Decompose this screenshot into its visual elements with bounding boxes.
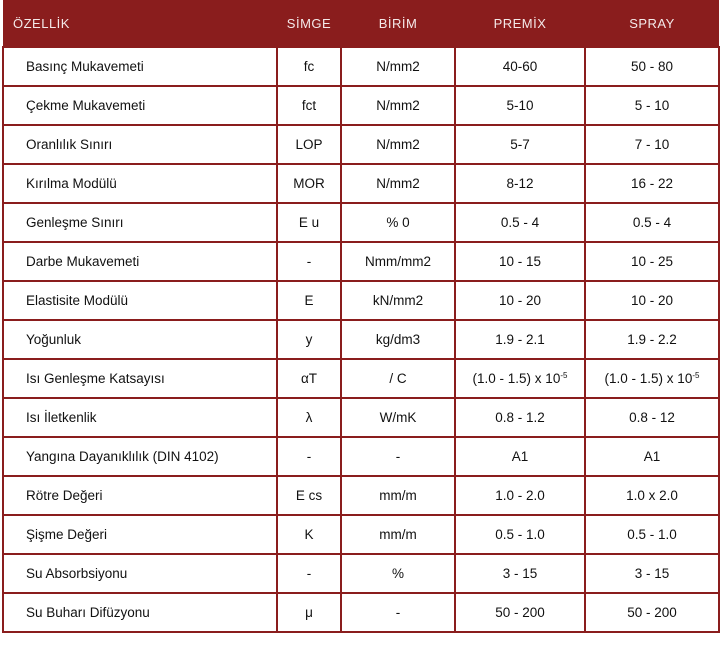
cell-spray (585, 47, 719, 86)
cell-birim-text: N/mm2 (376, 59, 420, 74)
cell-ozellik (3, 437, 277, 476)
table-row (3, 320, 719, 359)
cell-premix (455, 554, 585, 593)
cell-spray (585, 593, 719, 632)
cell-spray-exponent: -5 (692, 371, 700, 380)
cell-ozellik (3, 242, 277, 281)
table-row (3, 164, 719, 203)
cell-simge (277, 86, 341, 125)
cell-birim (341, 437, 455, 476)
cell-birim (341, 398, 455, 437)
cell-spray-text: 7 - 10 (634, 137, 670, 152)
cell-premix (455, 86, 585, 125)
cell-simge (277, 593, 341, 632)
cell-ozellik (3, 359, 277, 398)
cell-spray-text: 3 - 15 (634, 566, 670, 581)
cell-ozellik-text: Su Absorbsiyonu (26, 566, 128, 581)
cell-premix-text: 10 - 15 (498, 254, 542, 269)
cell-spray-text: 5 - 10 (634, 98, 670, 113)
cell-simge (277, 437, 341, 476)
cell-simge-text: y (305, 332, 313, 347)
table-header (3, 0, 719, 47)
cell-birim (341, 476, 455, 515)
table-row (3, 125, 719, 164)
cell-ozellik-text: Genleşme Sınırı (26, 215, 124, 230)
cell-ozellik (3, 281, 277, 320)
cell-simge-text: E cs (295, 488, 323, 503)
header-birim: BİRİM (341, 0, 455, 47)
cell-ozellik-text: Rötre Değeri (26, 488, 103, 503)
cell-birim-text: % (391, 566, 404, 581)
cell-birim-text: N/mm2 (376, 176, 420, 191)
table-row (3, 476, 719, 515)
cell-ozellik-text: Elastisite Modülü (26, 293, 129, 308)
cell-birim (341, 593, 455, 632)
cell-premix-text: 8-12 (506, 176, 534, 191)
cell-simge (277, 320, 341, 359)
cell-premix-text: 50 - 200 (495, 605, 545, 620)
cell-premix (455, 593, 585, 632)
header-spray: SPRAY (585, 0, 719, 47)
cell-premix-text: 1.0 - 2.0 (495, 488, 545, 503)
table-row (3, 47, 719, 86)
cell-simge (277, 398, 341, 437)
cell-ozellik-text: Yangına Dayanıklılık (DIN 4102) (26, 449, 219, 464)
cell-simge-text: λ (305, 410, 313, 425)
cell-premix (455, 281, 585, 320)
cell-spray (585, 359, 719, 398)
cell-simge-text: fc (303, 59, 315, 74)
cell-spray (585, 437, 719, 476)
cell-simge-text: αT (300, 371, 318, 386)
cell-spray (585, 320, 719, 359)
cell-spray (585, 398, 719, 437)
cell-birim (341, 242, 455, 281)
cell-simge (277, 242, 341, 281)
cell-birim (341, 86, 455, 125)
cell-spray (585, 281, 719, 320)
cell-simge (277, 515, 341, 554)
cell-premix (455, 242, 585, 281)
cell-ozellik (3, 164, 277, 203)
cell-simge-text: E u (298, 215, 320, 230)
cell-ozellik (3, 554, 277, 593)
cell-premix-text: 40-60 (502, 59, 538, 74)
table-row (3, 437, 719, 476)
cell-ozellik-text: Basınç Mukavemeti (26, 59, 144, 74)
cell-ozellik-text: Yoğunluk (26, 332, 82, 347)
cell-ozellik (3, 86, 277, 125)
cell-birim-text: kg/dm3 (375, 332, 421, 347)
cell-ozellik-text: Kırılma Modülü (26, 176, 117, 191)
table-row (3, 359, 719, 398)
cell-simge-text: - (306, 566, 312, 581)
cell-ozellik-text: Isı İletkenlik (26, 410, 97, 425)
cell-birim-text: N/mm2 (376, 137, 420, 152)
table-row (3, 515, 719, 554)
table-row (3, 203, 719, 242)
cell-simge (277, 476, 341, 515)
cell-spray-text: 1.0 x 2.0 (626, 488, 678, 503)
cell-premix-text: 0.8 - 1.2 (495, 410, 545, 425)
cell-ozellik (3, 203, 277, 242)
cell-spray (585, 554, 719, 593)
cell-spray-text: 10 - 25 (630, 254, 674, 269)
cell-birim-text: - (395, 449, 401, 464)
cell-birim (341, 515, 455, 554)
cell-premix-text: 0.5 - 1.0 (495, 527, 545, 542)
cell-simge-text: K (304, 527, 314, 542)
cell-birim (341, 554, 455, 593)
cell-birim-text: mm/m (379, 488, 417, 503)
cell-ozellik-text: Çekme Mukavemeti (26, 98, 146, 113)
cell-birim-text: mm/m (379, 527, 417, 542)
cell-ozellik-text: Darbe Mukavemeti (26, 254, 140, 269)
cell-birim (341, 47, 455, 86)
cell-premix-exponent: -5 (560, 371, 568, 380)
table-row (3, 86, 719, 125)
cell-premix (455, 437, 585, 476)
table-row (3, 554, 719, 593)
cell-premix-text: (1.0 - 1.5) x 10 (472, 371, 561, 386)
cell-premix (455, 203, 585, 242)
cell-premix-text: 0.5 - 4 (500, 215, 540, 230)
properties-table (2, 0, 720, 633)
cell-spray (585, 125, 719, 164)
cell-simge (277, 203, 341, 242)
cell-birim-text: / C (389, 371, 407, 386)
cell-ozellik (3, 47, 277, 86)
cell-ozellik (3, 398, 277, 437)
cell-simge (277, 281, 341, 320)
cell-premix-text: 1.9 - 2.1 (495, 332, 545, 347)
header-simge: SİMGE (277, 0, 341, 47)
cell-premix (455, 359, 585, 398)
cell-premix-text: 10 - 20 (498, 293, 542, 308)
cell-birim (341, 359, 455, 398)
table-body (3, 47, 719, 632)
cell-ozellik (3, 125, 277, 164)
cell-simge (277, 125, 341, 164)
table-row (3, 242, 719, 281)
cell-ozellik-text: Isı Genleşme Katsayısı (26, 371, 165, 386)
cell-ozellik-text: Oranlılık Sınırı (26, 137, 113, 152)
cell-birim-text: W/mK (379, 410, 417, 425)
cell-ozellik (3, 320, 277, 359)
cell-simge-text: - (306, 449, 312, 464)
cell-birim-text: N/mm2 (376, 98, 420, 113)
cell-ozellik-text: Su Buharı Difüzyonu (26, 605, 150, 620)
cell-spray-text: 16 - 22 (630, 176, 674, 191)
cell-spray-text: (1.0 - 1.5) x 10 (604, 371, 693, 386)
cell-ozellik (3, 515, 277, 554)
cell-premix (455, 164, 585, 203)
cell-spray (585, 476, 719, 515)
cell-premix-text: 3 - 15 (502, 566, 538, 581)
header-premix: PREMİX (455, 0, 585, 47)
cell-simge (277, 47, 341, 86)
cell-premix (455, 515, 585, 554)
cell-spray (585, 164, 719, 203)
header-row (3, 0, 719, 47)
cell-premix (455, 398, 585, 437)
cell-spray-text: 1.9 - 2.2 (627, 332, 677, 347)
cell-simge-text: E (304, 293, 314, 308)
cell-simge (277, 164, 341, 203)
cell-birim-text: kN/mm2 (372, 293, 424, 308)
cell-birim (341, 281, 455, 320)
cell-birim (341, 125, 455, 164)
cell-ozellik (3, 476, 277, 515)
cell-simge-text: LOP (295, 137, 323, 152)
cell-premix-text: A1 (511, 449, 529, 464)
cell-ozellik-text: Şişme Değeri (26, 527, 108, 542)
cell-spray-text: 0.5 - 4 (632, 215, 672, 230)
cell-simge-text: fct (301, 98, 317, 113)
cell-simge-text: MOR (293, 176, 325, 191)
cell-premix (455, 125, 585, 164)
cell-birim-text: - (395, 605, 401, 620)
cell-spray (585, 203, 719, 242)
table-row (3, 398, 719, 437)
cell-spray (585, 86, 719, 125)
cell-simge (277, 359, 341, 398)
cell-simge-text: μ (305, 605, 313, 620)
cell-birim (341, 203, 455, 242)
cell-premix (455, 320, 585, 359)
cell-spray-text: 0.5 - 1.0 (627, 527, 677, 542)
cell-spray (585, 515, 719, 554)
cell-simge-text: - (306, 254, 312, 269)
cell-premix-text: 5-10 (506, 98, 534, 113)
cell-spray-text: A1 (643, 449, 661, 464)
cell-premix (455, 476, 585, 515)
header-ozellik: ÖZELLİK (3, 0, 277, 47)
cell-premix (455, 47, 585, 86)
cell-spray-text: 0.8 - 12 (629, 410, 675, 425)
cell-ozellik (3, 593, 277, 632)
cell-spray-text: 50 - 80 (630, 59, 674, 74)
cell-birim (341, 164, 455, 203)
cell-simge (277, 554, 341, 593)
cell-birim-text: Nmm/mm2 (365, 254, 431, 269)
cell-premix-text: 5-7 (510, 137, 530, 152)
cell-spray (585, 242, 719, 281)
cell-birim-text: % 0 (386, 215, 410, 230)
cell-spray-text: 50 - 200 (627, 605, 677, 620)
table-row (3, 593, 719, 632)
cell-birim (341, 320, 455, 359)
table-row (3, 281, 719, 320)
cell-spray-text: 10 - 20 (630, 293, 674, 308)
